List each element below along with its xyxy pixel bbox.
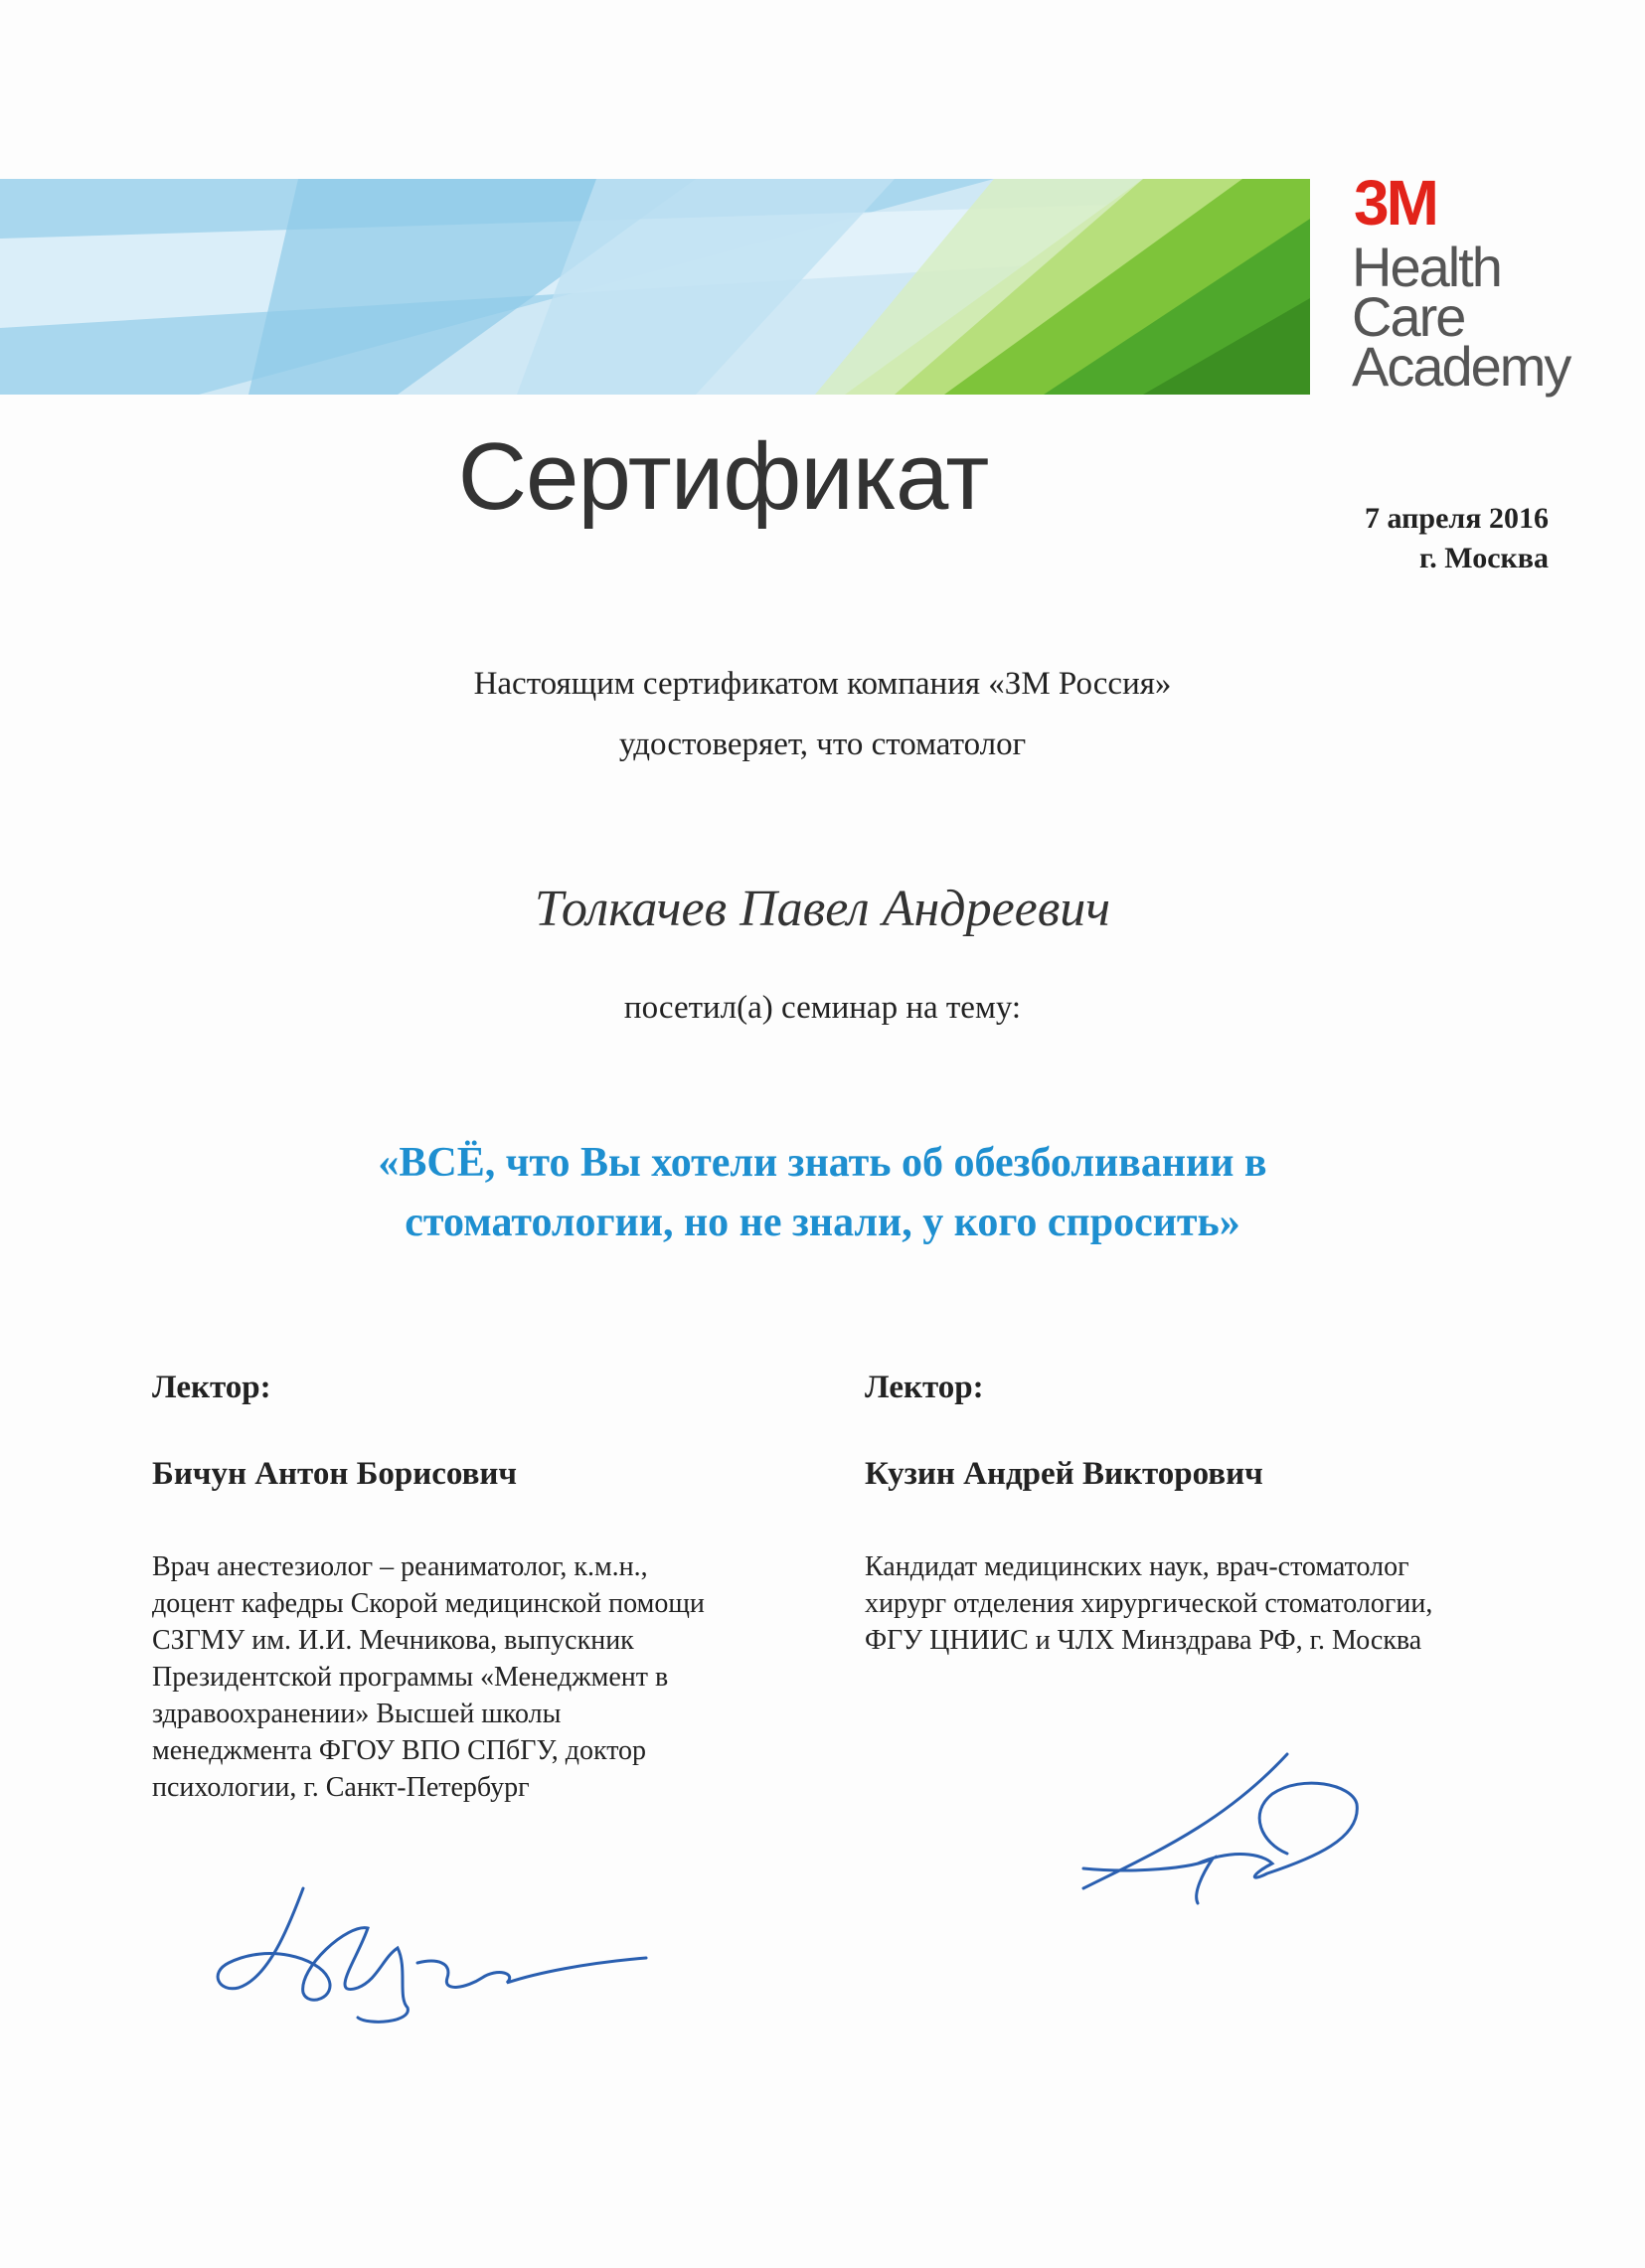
topic-line: стоматологии, но не знали, у кого спросить» <box>405 1200 1240 1245</box>
academy-name-line: Health <box>1352 236 1501 298</box>
issue-city: г. Москва <box>1419 542 1549 574</box>
lecturer-block-1 <box>152 1370 828 1806</box>
lecturer-block-2 <box>865 1370 1541 1659</box>
issue-date: 7 апреля 2016 <box>1365 502 1549 535</box>
description-line: ФГУ ЦНИИС и ЧЛХ Минздрава РФ, г. Москва <box>865 1625 1422 1656</box>
academy-name-line: Academy <box>1352 335 1570 398</box>
signature-lecturer-1 <box>209 1868 666 2027</box>
lecturer-name: Кузин Андрей Викторович <box>865 1456 1263 1492</box>
lecturer-name: Бичун Антон Борисович <box>152 1456 518 1492</box>
lecturer-label: Лектор: <box>865 1370 984 1405</box>
description-line: психологии, г. Санкт-Петербург <box>152 1772 530 1803</box>
intro-line: Настоящим сертификатом компания «ЗМ Россия» <box>473 666 1172 702</box>
description-line: хирург отделения хирургической стоматологии, <box>865 1588 1433 1619</box>
intro-text <box>0 654 1645 775</box>
description-line: менеджмента ФГОУ ВПО СПбГУ, доктор <box>152 1735 647 1766</box>
lecturer-label: Лектор: <box>152 1370 271 1405</box>
date-location <box>1365 499 1549 578</box>
academy-name-line: Care <box>1352 285 1465 348</box>
description-line: здравоохранении» Высшей школы <box>152 1699 562 1729</box>
topic-line: «ВСЁ, что Вы хотели знать об обезболивании в <box>378 1140 1267 1186</box>
certificate-title: Сертификат <box>457 423 989 530</box>
recipient-name: Толкачев Павел Андреевич <box>534 881 1111 937</box>
3m-logo: 3M <box>1354 167 1436 239</box>
description-line: Кандидат медицинских наук, врач-стоматолог <box>865 1551 1409 1582</box>
academy-name <box>1352 236 1570 398</box>
lecturer-description <box>865 1548 1541 1659</box>
seminar-label: посетил(а) семинар на тему: <box>623 990 1022 1026</box>
lecturer-description <box>152 1548 828 1806</box>
intro-line: удостоверяет, что стоматолог <box>618 727 1027 762</box>
description-line: Врач анестезиолог – реаниматолог, к.м.н., <box>152 1551 648 1582</box>
description-line: доцент кафедры Скорой медицинской помощи <box>152 1588 705 1619</box>
header-banner <box>0 179 1310 395</box>
signature-lecturer-2 <box>1073 1744 1392 1923</box>
seminar-topic <box>0 1133 1645 1252</box>
description-line: Президентской программы «Менеджмент в <box>152 1662 669 1693</box>
description-line: СЗГМУ им. И.И. Мечникова, выпускник <box>152 1625 634 1656</box>
